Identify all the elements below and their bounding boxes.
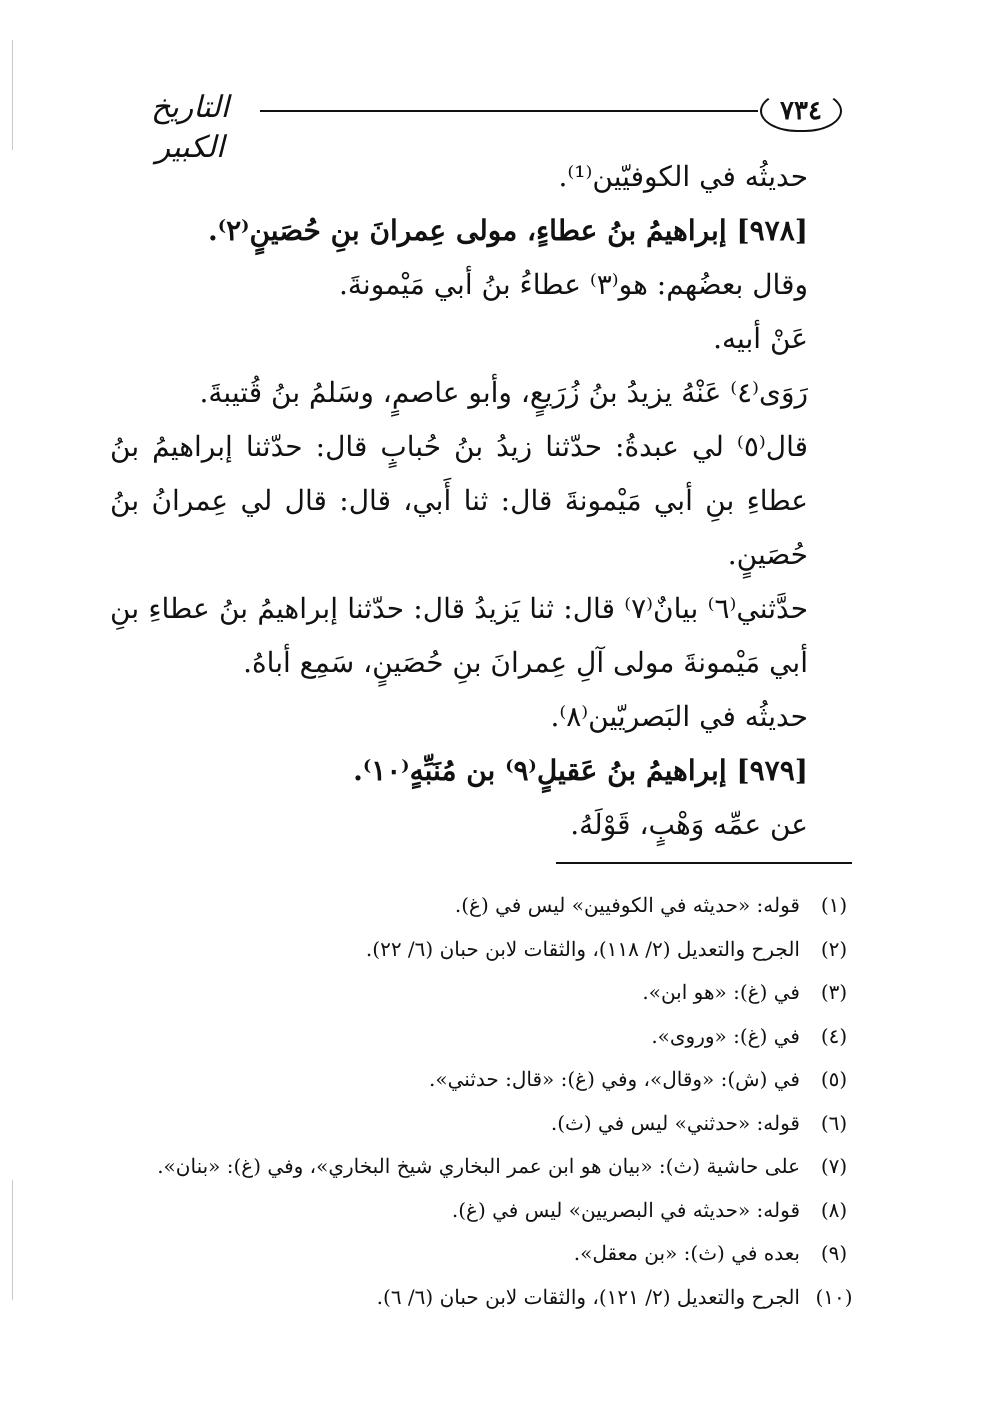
footnote-number: (٦): [820, 1110, 848, 1135]
text-line: حديثُه في البَصريّين⁽٨⁾.: [550, 700, 808, 733]
footnotes: [110, 884, 854, 1319]
footnote-text: قوله: «حديثه في البصريين» ليس في (غ).: [451, 1197, 800, 1222]
footnote-number: (٩): [820, 1241, 848, 1265]
footnote-number: (١): [820, 893, 848, 917]
footnote-separator: [556, 862, 852, 864]
main-text: [110, 150, 838, 852]
footnote-text: الجرح والتعديل (٢/ ١١٨)، والثقات لابن حبان (٦/ ٢٢).: [365, 936, 800, 961]
page-header: [120, 88, 842, 165]
footnote: [110, 884, 854, 928]
footnote-number: (٨): [820, 1197, 848, 1222]
text-line: رَوَى⁽٤⁾ عَنْهُ يزيدُ بنُ زُرَيعٍ، وأبو عاصمٍ، وسَلمُ بنُ قُتيبةَ.: [199, 376, 808, 409]
footnote-text: بعده في (ث): «بن معقل».: [573, 1241, 800, 1265]
footnote-number: (٥): [820, 1067, 848, 1091]
text-paragraph: قال⁽٥⁾ لي عبدةُ: حدّثنا زيدُ بنُ حُبابٍ قال: حدّثنا إبراهيمُ بنُ عطاءِ بنِ أبي مَيْمونةَ قال: ثنا أَبي، قال: قال لي عِمرانُ بنُ حُصَينٍ.: [110, 430, 808, 571]
footnote: [110, 1102, 854, 1146]
footnote-number: (٧): [820, 1154, 848, 1178]
book-title: التاريخ الكبير: [151, 90, 229, 165]
footnote-number: (١٠): [815, 1284, 853, 1309]
entry-heading: [٩٧٩] إبراهيمُ بنُ عَقيلٍ⁽٩⁾ بن مُنَبِّهٍ⁽١٠⁾.: [353, 754, 808, 787]
text-paragraph: حدَّثني⁽٦⁾ بيانٌ⁽٧⁾ قال: ثنا يَزيدُ قال: حدّثنا إبراهيمُ بنُ عطاءِ بنِ أبي مَيْمونةَ مولى آلِ عِمرانَ بنِ حُصَينٍ، سَمِع أباهُ.: [110, 592, 809, 679]
footnote-number: (٣): [820, 980, 848, 1004]
footnote: [110, 1145, 854, 1189]
scan-edge-mark: [12, 1180, 13, 1300]
footnote-number: (٤): [820, 1023, 848, 1048]
footnote-number: (٢): [820, 936, 848, 961]
footnote: [110, 928, 854, 972]
footnote-text: على حاشية (ث): «بيان هو ابن عمر البخاري شيخ البخاري»، وفي (غ): «بنان».: [157, 1154, 800, 1178]
footnote-text: قوله: «حديثه في الكوفيين» ليس في (غ).: [454, 893, 800, 917]
page-number-text: ٧٣٤: [780, 96, 822, 126]
footnote-text: في (غ): «هو ابن».: [642, 980, 800, 1004]
text-line: حديثُه في الكوفيّين⁽¹⁾.: [558, 160, 808, 193]
footnote: [110, 971, 854, 1015]
footnote-text: في (ش): «وقال»، وفي (غ): «قال: حدثني».: [429, 1067, 800, 1091]
footnote: [110, 1015, 854, 1059]
page-number: [760, 90, 842, 132]
text-line: عَنْ أبيه.: [713, 322, 808, 355]
footnote-text: قوله: «حدثني» ليس في (ث).: [550, 1110, 800, 1135]
footnote: [110, 1232, 854, 1276]
text-line: عن عمِّه وَهْبٍ، قَوْلَهُ.: [570, 808, 808, 841]
text-line: وقال بعضُهم: هو⁽٣⁾ عطاءُ بنُ أبي مَيْمونةَ.: [339, 268, 808, 301]
entry-heading: [٩٧٨] إبراهيمُ بنُ عطاءٍ، مولى عِمرانَ بنِ حُصَينٍ⁽٢⁾.: [208, 214, 808, 247]
footnote-text: الجرح والتعديل (٢/ ١٢١)، والثقات لابن حبان (٦/ ٦).: [376, 1284, 800, 1309]
footnote: [110, 1058, 854, 1102]
footnote: [110, 1276, 854, 1320]
footnote-text: في (غ): «وروى».: [651, 1023, 800, 1048]
scan-edge-mark: [12, 40, 13, 150]
header-rule: [260, 110, 758, 112]
footnote: [110, 1189, 854, 1233]
